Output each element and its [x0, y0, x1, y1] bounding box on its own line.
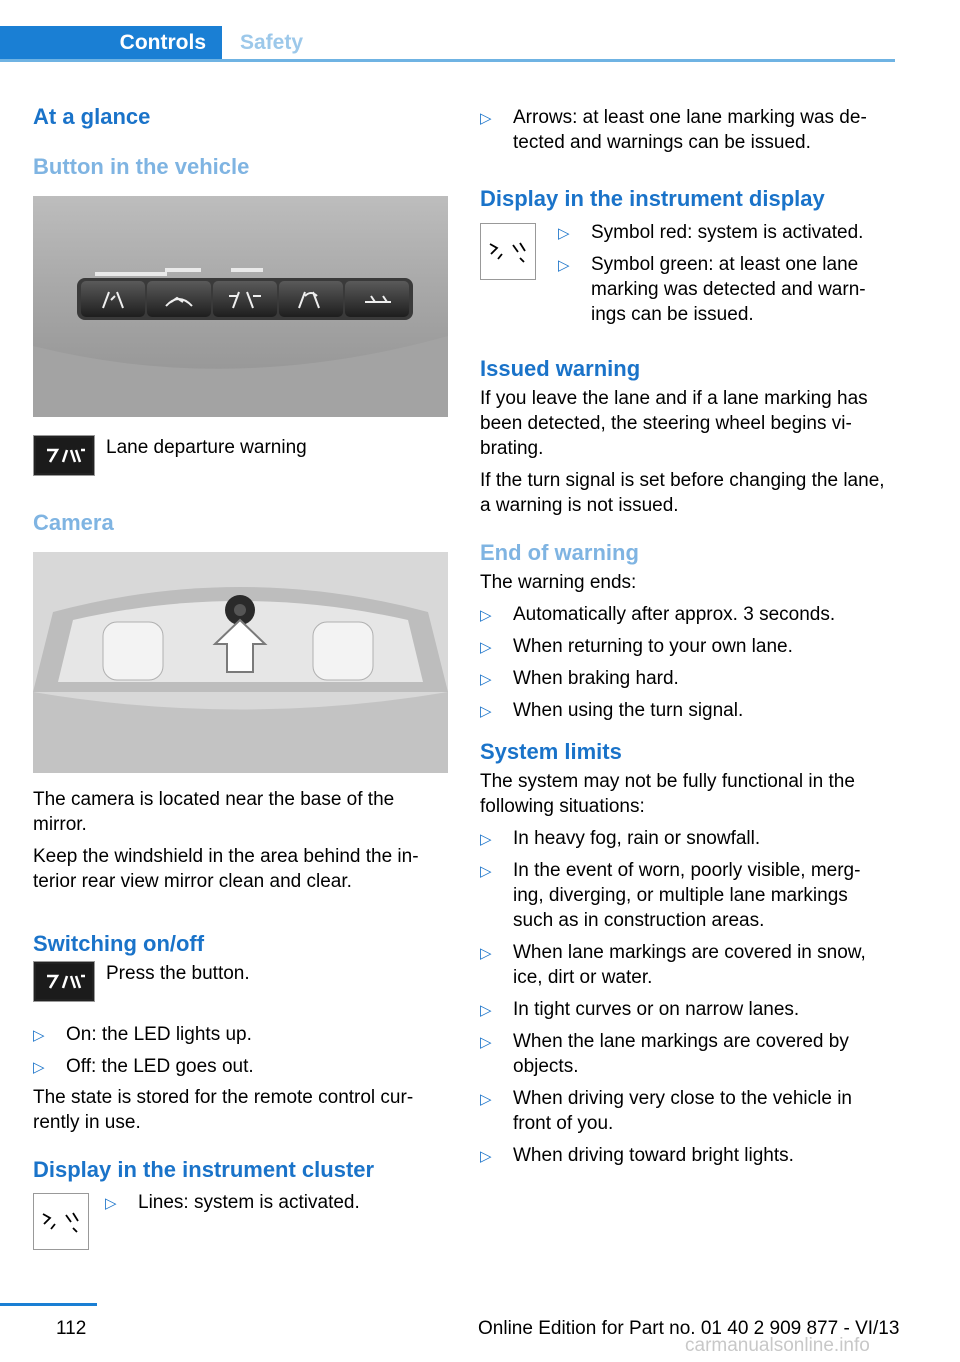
right-column: [480, 100, 890, 1175]
press-button-row: [33, 961, 451, 1002]
limits-list: [480, 826, 890, 1168]
list-item: ▷ When braking hard.: [480, 666, 890, 691]
list-item: ▷ When driving toward bright lights.: [480, 1143, 890, 1168]
watermark: carmanualsonline.info: [685, 1335, 870, 1356]
heading-instrument-cluster: Display in the instrument cluster: [33, 1157, 375, 1182]
list-item: ▷ When driving very close to the vehicle in front of you.: [480, 1088, 852, 1134]
issued-paragraph-2: If the turn signal is set before changing the lane, a warning is not issued.: [480, 470, 885, 516]
triangle-right-icon: ▷: [480, 607, 492, 624]
list-item: ▷ In the event of worn, poorly visible, merg- ing, diverging, or multiple lane markings such as in construction areas.: [480, 860, 861, 931]
list-item: ▷ On: the LED lights up.: [33, 1022, 451, 1047]
cluster-row: [33, 1193, 451, 1250]
display-list: [558, 220, 890, 334]
triangle-right-icon: ▷: [480, 1091, 492, 1108]
list-item: ▷ Symbol red: system is activated.: [558, 220, 890, 245]
heading-issued-warning: Issued warning: [480, 356, 641, 381]
heading-instrument-display: Display in the instrument display: [480, 186, 825, 211]
camera-paragraph-1: The camera is located near the base of the mirror.: [33, 789, 395, 835]
list-item: ▷ When the lane markings are covered by objects.: [480, 1031, 849, 1077]
triangle-right-icon: ▷: [480, 1148, 492, 1165]
camera-location-photo: [33, 552, 448, 773]
heading-camera: Camera: [33, 510, 114, 535]
lane-departure-button-icon: [33, 961, 95, 1002]
chapter-tabs: [0, 26, 895, 62]
heading-switching: Switching on/off: [33, 931, 205, 956]
heading-system-limits: System limits: [480, 739, 622, 764]
triangle-right-icon: ▷: [558, 225, 570, 242]
heading-button-in-vehicle: Button in the vehicle: [33, 154, 250, 179]
left-column: [33, 100, 451, 1250]
triangle-right-icon: ▷: [105, 1195, 117, 1212]
switch-list: [33, 1022, 451, 1079]
triangle-right-icon: ▷: [480, 671, 492, 688]
arrows-list: [480, 105, 890, 155]
footer-rule: [0, 1303, 97, 1306]
tab-controls[interactable]: Controls: [0, 26, 222, 62]
page-number: 112: [56, 1318, 87, 1339]
heading-end-of-warning: End of warning: [480, 540, 639, 565]
triangle-right-icon: ▷: [480, 1034, 492, 1051]
triangle-right-icon: ▷: [480, 945, 492, 962]
cluster-list: [105, 1190, 360, 1222]
lane-departure-legend: [33, 435, 451, 476]
tab-underline: [0, 59, 895, 62]
list-item: ▷ Off: the LED goes out.: [33, 1054, 451, 1079]
triangle-right-icon: ▷: [33, 1027, 45, 1044]
triangle-right-icon: ▷: [480, 1002, 492, 1019]
triangle-right-icon: ▷: [480, 639, 492, 656]
issued-paragraph-1: If you leave the lane and if a lane marking has been detected, the steering wheel begins vi- brating.: [480, 388, 868, 459]
list-item: ▷ Lines: system is activated.: [105, 1190, 360, 1215]
list-item: ▷ When using the turn signal.: [480, 698, 890, 723]
triangle-right-icon: ▷: [33, 1059, 45, 1076]
press-button-text: Press the button.: [106, 963, 250, 984]
cluster-lines-icon: [33, 1193, 89, 1250]
list-item: ▷ When lane markings are covered in snow, ice, dirt or water.: [480, 942, 866, 988]
list-item: ▷ In tight curves or on narrow lanes.: [480, 997, 890, 1022]
tab-safety[interactable]: Safety: [240, 31, 304, 54]
end-list: [480, 602, 890, 723]
edition-text: Online Edition for Part no. 01 40 2 909 877 - VI/13: [478, 1318, 900, 1339]
camera-paragraph-2: Keep the windshield in the area behind the in- terior rear view mirror clean and clear.: [33, 846, 419, 892]
display-lines-icon: [480, 223, 536, 280]
end-intro: The warning ends:: [480, 572, 637, 593]
list-item: ▷ Arrows: at least one lane marking was de- tected and warnings can be issued.: [480, 107, 867, 153]
triangle-right-icon: ▷: [558, 257, 570, 274]
triangle-right-icon: ▷: [480, 831, 492, 848]
lane-departure-icon: [33, 435, 95, 476]
triangle-right-icon: ▷: [480, 703, 492, 720]
display-row: [480, 223, 890, 334]
limits-intro: The system may not be fully functional in the following situations:: [480, 771, 855, 817]
list-item: ▷ Symbol green: at least one lane marking was detected and warn- ings can be issued.: [558, 254, 866, 325]
heading-at-a-glance: At a glance: [33, 104, 151, 129]
triangle-right-icon: ▷: [480, 110, 492, 127]
lane-departure-label: Lane departure warning: [106, 437, 307, 458]
state-paragraph: The state is stored for the remote control cur- rently in use.: [33, 1087, 414, 1133]
triangle-right-icon: ▷: [480, 863, 492, 880]
list-item: ▷ Automatically after approx. 3 seconds.: [480, 602, 890, 627]
list-item: ▷ When returning to your own lane.: [480, 634, 890, 659]
list-item: ▷ In heavy fog, rain or snowfall.: [480, 826, 890, 851]
button-panel-photo: [33, 196, 448, 417]
